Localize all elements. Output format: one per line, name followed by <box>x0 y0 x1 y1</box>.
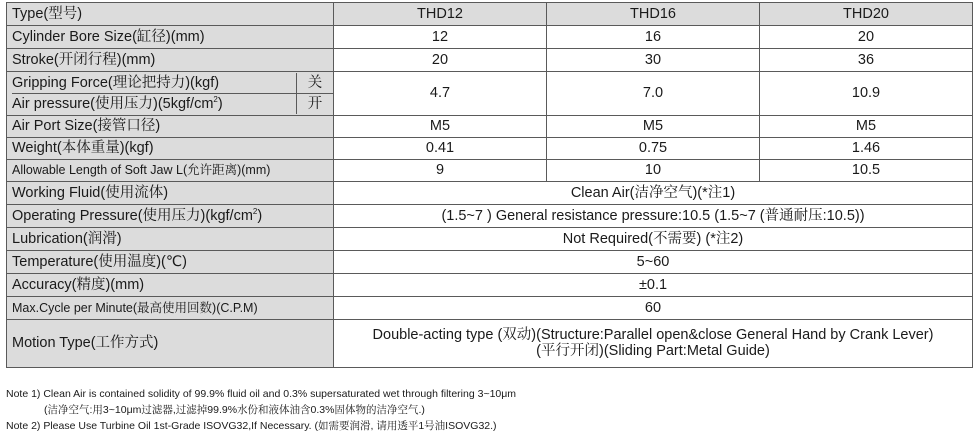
cell-value: 4.7 <box>334 72 547 116</box>
row-label: Operating Pressure(使用压力)$(kgf/cm^2)$ <box>7 205 334 228</box>
cell-value: M5 <box>334 116 547 138</box>
cell-value: 7.0 <box>547 72 760 116</box>
table-row <box>7 116 973 138</box>
cell-value: M5 <box>547 116 760 138</box>
cell-value: 5~60 <box>334 251 973 274</box>
cell-value: 20 <box>760 26 973 49</box>
cell-value: 0.75 <box>547 138 760 160</box>
air-pressure-label: Air pressure(使用压力)$(5kgf/cm^2)$ <box>12 94 223 112</box>
cell-value: Double-acting type (双动)(Structure:Parallel open&close General Hand by Crank Lever)(平行开闭)(Sliding Part:Metal Guide) <box>334 320 973 368</box>
cell-value: 36 <box>760 49 973 72</box>
spec-table <box>6 2 973 368</box>
cell-value: M5 <box>760 116 973 138</box>
grip-label-cell <box>7 72 334 116</box>
row-label: Air Port Size(接管口径) <box>7 116 334 138</box>
table-row <box>7 205 973 228</box>
header-label: Type(型号) <box>7 3 334 26</box>
note-1-cn: (洁净空气:用3~10μm过滤器,过滤掉99.9%水份和液体油含0.3%固体物的洁净空气.) <box>44 404 425 416</box>
cell-value: 10.5 <box>760 160 973 182</box>
grip-force-label: Gripping Force(理论把持力)(kgf) <box>12 74 220 91</box>
row-label: Cylinder Bore Size(缸径)(mm) <box>7 26 334 49</box>
cell-value: 9 <box>334 160 547 182</box>
row-label: Max.Cycle per Minute(最高使用回数)(C.P.M) <box>7 297 334 320</box>
cell-value: ±0.1 <box>334 274 973 297</box>
table-row <box>7 26 973 49</box>
close-tag: 关 <box>296 73 333 93</box>
table-row <box>7 182 973 205</box>
row-label: Stroke(开闭行程)(mm) <box>7 49 334 72</box>
cell-value: (1.5~7 ) General resistance pressure:10.5 (1.5~7 (普通耐压:10.5)) <box>334 205 973 228</box>
row-label: Lubrication(润滑) <box>7 228 334 251</box>
table-row <box>7 251 973 274</box>
table-row <box>7 320 973 368</box>
cell-value: 20 <box>334 49 547 72</box>
row-label: Temperature(使用温度)(℃) <box>7 251 334 274</box>
table-row <box>7 49 973 72</box>
cell-value: 60 <box>334 297 973 320</box>
row-label: Weight(本体重量)(kgf) <box>7 138 334 160</box>
open-tag: 开 <box>296 94 333 114</box>
row-label: Motion Type(工作方式) <box>7 320 334 368</box>
table-row <box>7 138 973 160</box>
cell-value: 16 <box>547 26 760 49</box>
model-thd16: THD16 <box>547 3 760 26</box>
note-1: Note 1) Clean Air is contained solidity of 99.9% fluid oil and 0.3% supersaturated wet through filtering 3~10μm <box>6 388 517 400</box>
header-row <box>7 3 973 26</box>
table-row <box>7 160 973 182</box>
cell-value: 1.46 <box>760 138 973 160</box>
notes-block <box>6 386 516 434</box>
cell-value: 0.41 <box>334 138 547 160</box>
table-row <box>7 228 973 251</box>
cell-value: Not Required(不需要) (*注2) <box>334 228 973 251</box>
model-thd12: THD12 <box>334 3 547 26</box>
cell-value: 10.9 <box>760 72 973 116</box>
cell-value: Clean Air(洁净空气)(*注1) <box>334 182 973 205</box>
table-row <box>7 297 973 320</box>
model-thd20: THD20 <box>760 3 973 26</box>
note-2: Note 2) Please Use Turbine Oil 1st-Grade ISOVG32,If Necessary. (如需要润滑, 请用透平1号油ISOVG32.) <box>6 420 497 432</box>
table-row <box>7 72 973 116</box>
row-label: Allowable Length of Soft Jaw L(允许距离)(mm) <box>7 160 334 182</box>
table-row <box>7 274 973 297</box>
cell-value: 10 <box>547 160 760 182</box>
row-label: Working Fluid(使用流体) <box>7 182 334 205</box>
row-label: Accuracy(精度)(mm) <box>7 274 334 297</box>
cell-value: 30 <box>547 49 760 72</box>
cell-value: 12 <box>334 26 547 49</box>
